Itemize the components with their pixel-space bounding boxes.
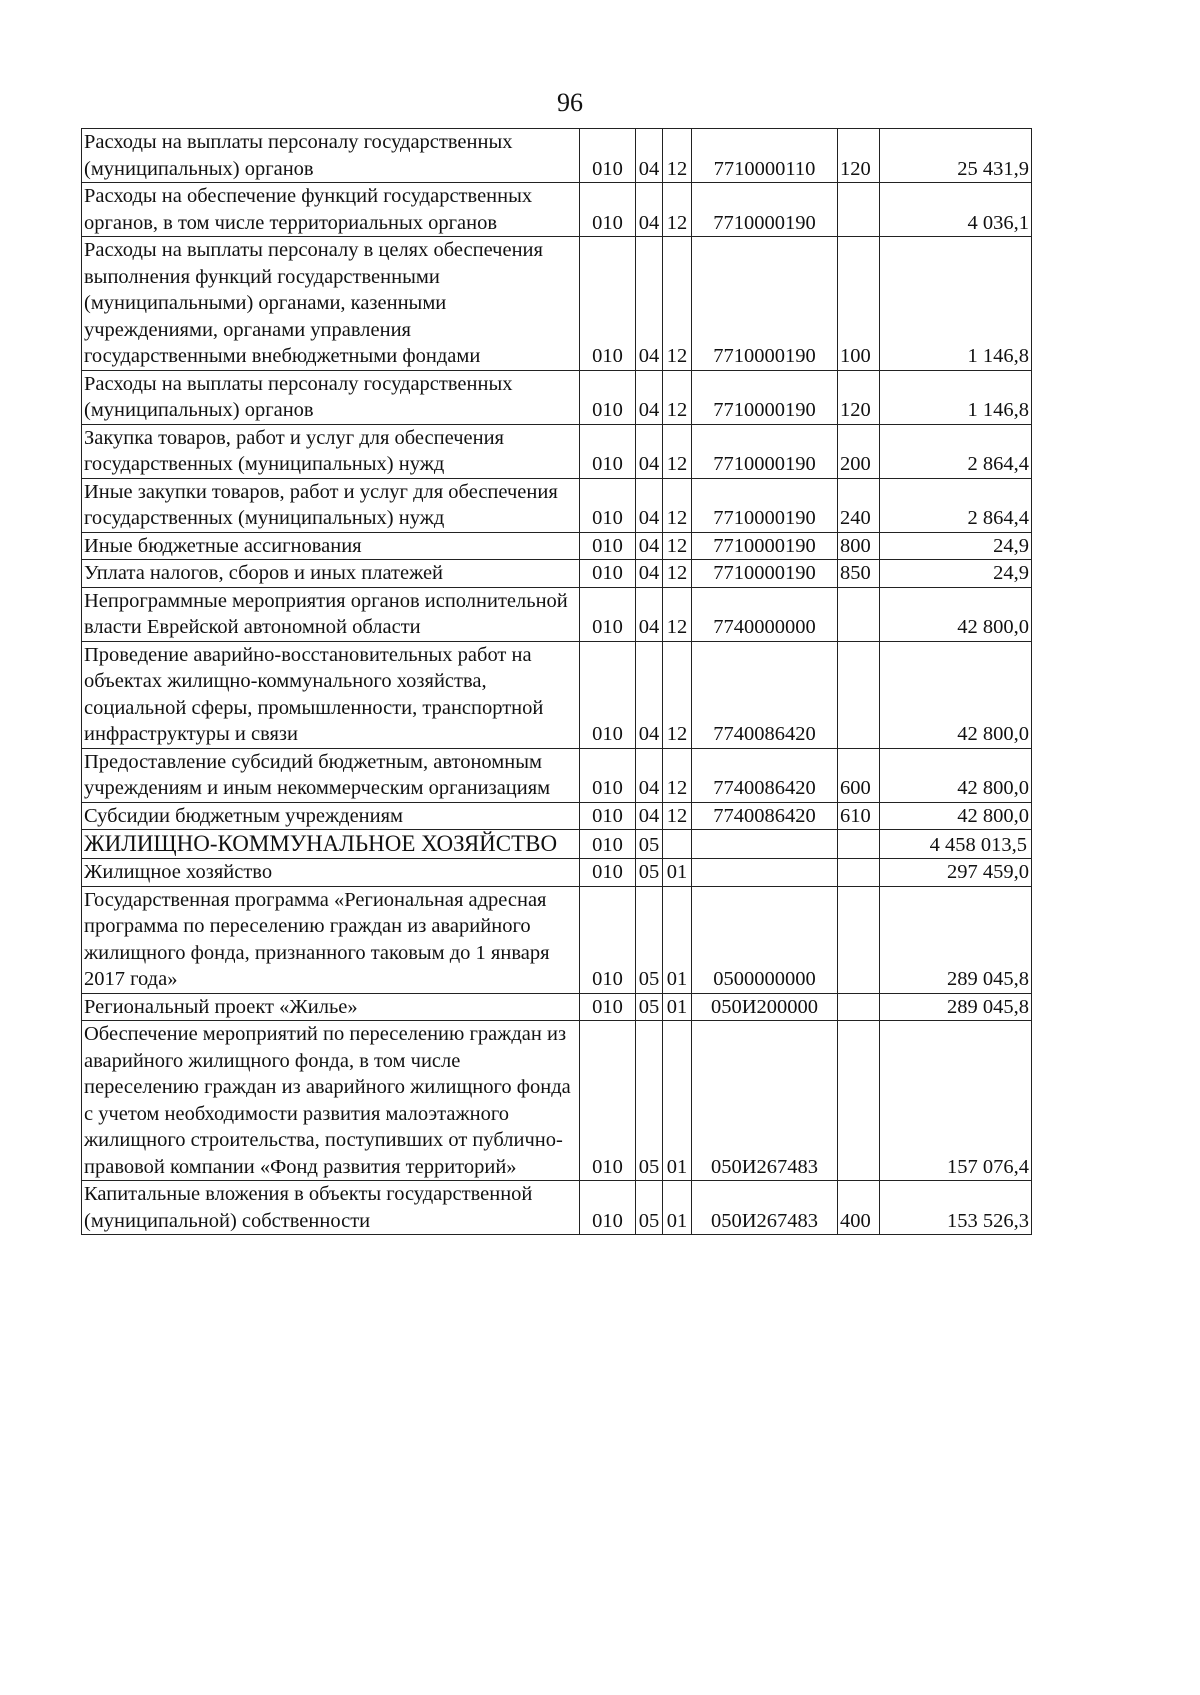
row-amount: 42 800,0 <box>880 641 1032 748</box>
row-section-code: 04 <box>636 237 663 371</box>
row-target-article: 7710000190 <box>692 370 838 424</box>
row-grbs-code: 010 <box>580 1021 636 1181</box>
row-subsection-code: 12 <box>663 587 692 641</box>
row-section-code: 04 <box>636 802 663 830</box>
row-amount: 42 800,0 <box>880 587 1032 641</box>
row-expense-type: 610 <box>838 802 880 830</box>
row-expense-type <box>838 830 880 859</box>
row-grbs-code: 010 <box>580 478 636 532</box>
table-row <box>82 993 1032 1021</box>
row-target-article: 050И267483 <box>692 1021 838 1181</box>
row-expense-type <box>838 859 880 887</box>
table-row <box>82 532 1032 560</box>
row-section-code: 05 <box>636 859 663 887</box>
row-subsection-code: 01 <box>663 859 692 887</box>
row-grbs-code: 010 <box>580 1181 636 1235</box>
row-expense-type <box>838 641 880 748</box>
table-row <box>82 1021 1032 1181</box>
table-row <box>82 886 1032 993</box>
row-grbs-code: 010 <box>580 886 636 993</box>
table-row <box>82 560 1032 588</box>
row-amount: 289 045,8 <box>880 993 1032 1021</box>
row-section-code: 04 <box>636 587 663 641</box>
row-target-article: 7740086420 <box>692 748 838 802</box>
row-target-article: 7740086420 <box>692 802 838 830</box>
row-amount: 25 431,9 <box>880 129 1032 183</box>
row-grbs-code: 010 <box>580 183 636 237</box>
row-amount: 24,9 <box>880 532 1032 560</box>
table-row <box>82 183 1032 237</box>
row-name: Закупка товаров, работ и услуг для обеспечения государственных (муниципальных) нужд <box>82 424 580 478</box>
row-subsection-code: 12 <box>663 802 692 830</box>
row-name: Государственная программа «Региональная адресная программа по переселению граждан из аварийного жилищного фонда, признанного таковым до 1 января 2017 года» <box>82 886 580 993</box>
row-target-article: 7740086420 <box>692 641 838 748</box>
row-expense-type <box>838 1021 880 1181</box>
row-grbs-code: 010 <box>580 830 636 859</box>
row-amount: 153 526,3 <box>880 1181 1032 1235</box>
row-amount: 297 459,0 <box>880 859 1032 887</box>
row-target-article: 0500000000 <box>692 886 838 993</box>
table-row <box>82 830 1032 859</box>
table-row <box>82 478 1032 532</box>
row-subsection-code: 12 <box>663 183 692 237</box>
row-expense-type <box>838 183 880 237</box>
table-row <box>82 641 1032 748</box>
row-section-code: 04 <box>636 129 663 183</box>
row-amount: 1 146,8 <box>880 370 1032 424</box>
row-target-article: 7740000000 <box>692 587 838 641</box>
row-grbs-code: 010 <box>580 641 636 748</box>
row-expense-type: 120 <box>838 129 880 183</box>
row-target-article: 7710000190 <box>692 560 838 588</box>
row-name: Уплата налогов, сборов и иных платежей <box>82 560 580 588</box>
row-section-code: 04 <box>636 183 663 237</box>
row-name: Иные закупки товаров, работ и услуг для обеспечения государственных (муниципальных) нужд <box>82 478 580 532</box>
row-expense-type <box>838 993 880 1021</box>
row-section-code: 04 <box>636 641 663 748</box>
table-row <box>82 424 1032 478</box>
table-row <box>82 129 1032 183</box>
row-name: Субсидии бюджетным учреждениям <box>82 802 580 830</box>
row-name: Непрограммные мероприятия органов исполнительной власти Еврейской автономной области <box>82 587 580 641</box>
row-amount: 157 076,4 <box>880 1021 1032 1181</box>
table-row <box>82 587 1032 641</box>
row-name: Жилищное хозяйство <box>82 859 580 887</box>
row-section-code: 04 <box>636 560 663 588</box>
row-target-article: 7710000190 <box>692 237 838 371</box>
row-amount: 4 458 013,5 <box>880 830 1032 859</box>
row-grbs-code: 010 <box>580 993 636 1021</box>
row-section-code: 04 <box>636 370 663 424</box>
row-section-code: 05 <box>636 993 663 1021</box>
row-amount: 4 036,1 <box>880 183 1032 237</box>
row-subsection-code: 12 <box>663 478 692 532</box>
budget-table <box>81 128 1032 1235</box>
row-expense-type: 100 <box>838 237 880 371</box>
row-subsection-code <box>663 830 692 859</box>
row-section-code: 05 <box>636 830 663 859</box>
row-amount: 1 146,8 <box>880 237 1032 371</box>
table-row <box>82 802 1032 830</box>
row-amount: 2 864,4 <box>880 478 1032 532</box>
row-grbs-code: 010 <box>580 859 636 887</box>
row-expense-type: 800 <box>838 532 880 560</box>
row-expense-type: 240 <box>838 478 880 532</box>
row-target-article: 7710000190 <box>692 532 838 560</box>
row-expense-type <box>838 886 880 993</box>
row-target-article: 7710000190 <box>692 424 838 478</box>
row-subsection-code: 01 <box>663 993 692 1021</box>
row-subsection-code: 01 <box>663 886 692 993</box>
row-target-article: 7710000190 <box>692 478 838 532</box>
table-row <box>82 748 1032 802</box>
row-expense-type: 200 <box>838 424 880 478</box>
row-name: ЖИЛИЩНО-КОММУНАЛЬНОЕ ХОЗЯЙСТВО <box>82 830 580 859</box>
row-name: Региональный проект «Жилье» <box>82 993 580 1021</box>
row-amount: 42 800,0 <box>880 748 1032 802</box>
row-name: Капитальные вложения в объекты государственной (муниципальной) собственности <box>82 1181 580 1235</box>
page-number: 96 <box>557 88 583 117</box>
row-grbs-code: 010 <box>580 748 636 802</box>
row-grbs-code: 010 <box>580 802 636 830</box>
row-name: Предоставление субсидий бюджетным, автономным учреждениям и иным некоммерческим организациям <box>82 748 580 802</box>
row-target-article: 050И267483 <box>692 1181 838 1235</box>
row-grbs-code: 010 <box>580 532 636 560</box>
row-expense-type <box>838 587 880 641</box>
row-section-code: 05 <box>636 886 663 993</box>
row-expense-type: 600 <box>838 748 880 802</box>
row-name: Иные бюджетные ассигнования <box>82 532 580 560</box>
row-expense-type: 120 <box>838 370 880 424</box>
row-expense-type: 850 <box>838 560 880 588</box>
row-amount: 24,9 <box>880 560 1032 588</box>
row-grbs-code: 010 <box>580 560 636 588</box>
row-subsection-code: 12 <box>663 424 692 478</box>
row-grbs-code: 010 <box>580 237 636 371</box>
row-name: Расходы на выплаты персоналу государственных (муниципальных) органов <box>82 129 580 183</box>
row-amount: 2 864,4 <box>880 424 1032 478</box>
row-target-article: 7710000110 <box>692 129 838 183</box>
row-target-article: 050И200000 <box>692 993 838 1021</box>
table-row <box>82 370 1032 424</box>
row-subsection-code: 01 <box>663 1021 692 1181</box>
row-section-code: 04 <box>636 424 663 478</box>
row-target-article: 7710000190 <box>692 183 838 237</box>
table-row <box>82 1181 1032 1235</box>
row-section-code: 04 <box>636 532 663 560</box>
row-section-code: 04 <box>636 748 663 802</box>
row-grbs-code: 010 <box>580 424 636 478</box>
table-row <box>82 859 1032 887</box>
row-subsection-code: 12 <box>663 560 692 588</box>
row-subsection-code: 01 <box>663 1181 692 1235</box>
row-section-code: 05 <box>636 1021 663 1181</box>
row-amount: 42 800,0 <box>880 802 1032 830</box>
row-subsection-code: 12 <box>663 237 692 371</box>
row-subsection-code: 12 <box>663 532 692 560</box>
row-subsection-code: 12 <box>663 129 692 183</box>
row-name: Расходы на выплаты персоналу государственных (муниципальных) органов <box>82 370 580 424</box>
row-grbs-code: 010 <box>580 370 636 424</box>
row-section-code: 05 <box>636 1181 663 1235</box>
row-target-article <box>692 859 838 887</box>
row-grbs-code: 010 <box>580 587 636 641</box>
budget-table-body <box>82 129 1032 1235</box>
row-subsection-code: 12 <box>663 641 692 748</box>
row-target-article <box>692 830 838 859</box>
row-name: Обеспечение мероприятий по переселению граждан из аварийного жилищного фонда, в том числе переселению граждан из аварийного жилищного фонда с учетом необходимости развития малоэтажного жилищного строительства, поступивших от публично-правовой компании «Фонд развития территорий» <box>82 1021 580 1181</box>
row-section-code: 04 <box>636 478 663 532</box>
row-amount: 289 045,8 <box>880 886 1032 993</box>
row-name: Проведение аварийно-восстановительных работ на объектах жилищно-коммунального хозяйства, социальной сферы, промышленности, транспортной инфраструктуры и связи <box>82 641 580 748</box>
row-subsection-code: 12 <box>663 748 692 802</box>
table-row <box>82 237 1032 371</box>
row-grbs-code: 010 <box>580 129 636 183</box>
row-subsection-code: 12 <box>663 370 692 424</box>
row-name: Расходы на обеспечение функций государственных органов, в том числе территориальных органов <box>82 183 580 237</box>
row-expense-type: 400 <box>838 1181 880 1235</box>
row-name: Расходы на выплаты персоналу в целях обеспечения выполнения функций государственными (муниципальными) органами, казенными учреждениями, органами управления государственными внебюджетными фондами <box>82 237 580 371</box>
